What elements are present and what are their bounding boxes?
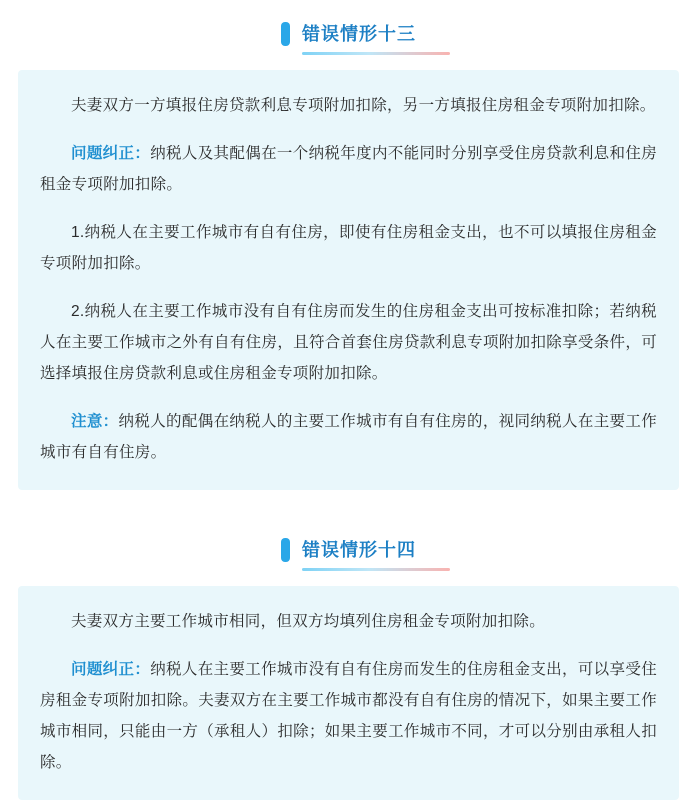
section-heading-2 xyxy=(0,516,697,572)
paragraph-lead: 注意： xyxy=(71,413,119,430)
section-spacer xyxy=(0,490,697,516)
paragraph-text: 1.纳税人在主要工作城市有自有住房，即使有住房租金支出，也不可以填报住房租金专项附加扣除。 xyxy=(40,224,657,272)
paragraph-text: 纳税人及其配偶在一个纳税年度内不能同时分别享受住房贷款利息和住房租金专项附加扣除。 xyxy=(40,145,657,193)
section-title-2: 错误情形十四 xyxy=(302,540,416,560)
paragraph xyxy=(40,90,657,121)
paragraph-lead: 问题纠正： xyxy=(71,145,151,162)
section-body-1 xyxy=(18,70,679,490)
heading-underline-1 xyxy=(302,52,450,55)
paragraph xyxy=(40,406,657,468)
paragraph-text: 纳税人的配偶在纳税人的主要工作城市有自有住房的，视同纳税人在主要工作城市有自有住房。 xyxy=(40,413,658,461)
paragraph-text: 纳税人在主要工作城市没有自有住房而发生的住房租金支出，可以享受住房租金专项附加扣除。夫妻双方在主要工作城市都没有自有住房的情况下，如果主要工作城市相同，只能由一方（承租人）扣除；如果主要工作城市不同，才可以分别由承租人扣除。 xyxy=(40,661,657,771)
paragraph-text: 2.纳税人在主要工作城市没有自有住房而发生的住房租金支出可按标准扣除；若纳税人在主要工作城市之外有自有住房，且符合首套住房贷款利息专项附加扣除享受条件，可选择填报住房贷款利息或住房租金专项附加扣除。 xyxy=(40,303,657,382)
paragraph xyxy=(40,654,657,778)
paragraph-lead: 问题纠正： xyxy=(71,661,151,678)
paragraph xyxy=(40,138,657,200)
heading-accent-bar-icon xyxy=(281,22,290,46)
paragraph xyxy=(40,606,657,637)
paragraph xyxy=(40,217,657,279)
section-heading-1 xyxy=(0,0,697,56)
paragraph-text: 夫妻双方主要工作城市相同，但双方均填列住房租金专项附加扣除。 xyxy=(71,613,546,630)
paragraph-text: 夫妻双方一方填报住房贷款利息专项附加扣除，另一方填报住房租金专项附加扣除。 xyxy=(71,97,656,114)
paragraph xyxy=(40,296,657,389)
heading-underline-2 xyxy=(302,568,450,571)
section-heading-inner-1 xyxy=(281,22,416,46)
section-heading-inner-2 xyxy=(281,538,416,562)
heading-accent-bar-icon xyxy=(281,538,290,562)
section-title-1: 错误情形十三 xyxy=(302,24,416,44)
section-body-2 xyxy=(18,586,679,800)
